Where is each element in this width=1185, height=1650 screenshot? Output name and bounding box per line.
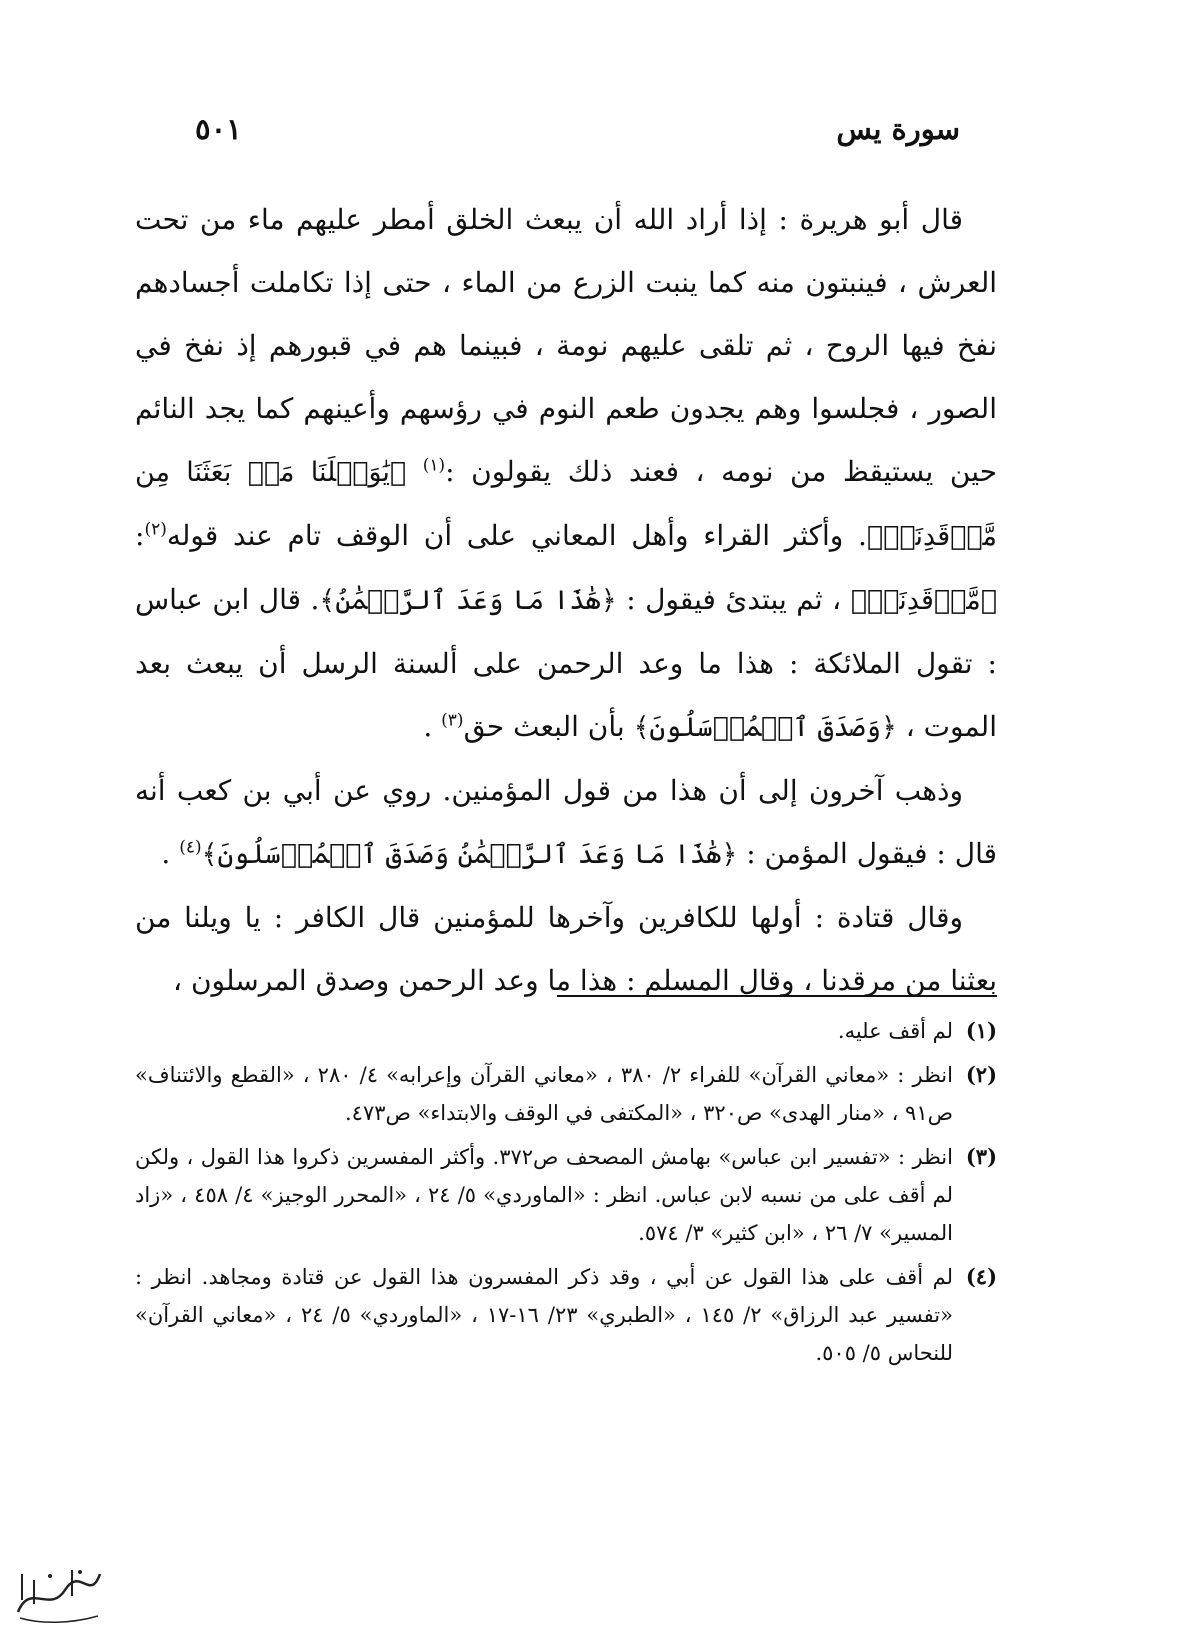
p1-text-a: قال أبو هريرة : إذا أراد الله أن يبعث الخلق أمطر عليهم ماء من تحت العرش ، فينبتون منه كما ينبت الزرع من الماء ، حتى إذا تكاملت أجسادهم نفخ فيها الروح ، ثم تلقى عليهم نومة ، فبينما هم في قبورهم إذ نفخ في الصور ، فجلسوا وهم يجدون طعم النوم في رؤسهم وأعينهم كما يجد النائم حين يستيقظ من نومه ، فعند ذلك يقولون :	[135, 203, 998, 488]
footnote-text: لم أقف عليه.	[837, 1019, 953, 1043]
ref-2: (٢)	[144, 519, 167, 540]
ref-1: (١)	[422, 455, 446, 476]
footnote-3	[135, 1138, 997, 1252]
footnote-1	[135, 1012, 997, 1050]
quran-verse-2: ﴿مَّرۡقَدِنَاۜ﴾	[850, 585, 997, 616]
footnote-number: (٣)	[965, 1144, 997, 1169]
quran-verse-3: ﴿هَٰذَا مَا وَعَدَ ٱلرَّحۡمَٰنُ﴾	[319, 585, 617, 616]
footnote-divider	[557, 995, 997, 997]
p1-text-c: :	[135, 519, 145, 552]
p3-text: وقال قتادة : أولها للكافرين وآخرها للمؤمنين قال الكافر : يا ويلنا من بعثنا من مرقدنا ، وقال المسلم : هذا ما وعد الرحمن وصدق المرسلون ،	[135, 901, 997, 997]
page-number: ٥٠١	[195, 112, 242, 146]
ref-4: (٤)	[179, 837, 202, 858]
footnote-4	[135, 1258, 997, 1372]
footnote-number: (٤)	[965, 1264, 997, 1289]
footnotes	[135, 1012, 997, 1378]
footnote-number: (١)	[965, 1018, 997, 1043]
p1-text-e: . قال ابن عباس : تقول الملائكة : هذا ما وعد الرحمن على ألسنة الرسل أن يبعث بعد الموت ،	[135, 583, 997, 743]
p2-text-b: .	[161, 837, 171, 870]
paragraph-3	[135, 886, 997, 1012]
p1-text-b: . وأكثر القراء وأهل المعاني على أن الوقف تام عند قوله	[166, 519, 867, 552]
footnote-2	[135, 1056, 997, 1132]
paragraph-2	[135, 759, 997, 886]
ref-3: (٣)	[441, 710, 464, 731]
p1-text-f: بأن البعث حق	[463, 710, 625, 743]
quran-verse-1: ﴿يَٰوَيۡلَنَا مَنۢ بَعَثَنَا مِن مَّرۡقَدِنَاۜ﴾	[135, 457, 997, 552]
footnote-number: (٢)	[965, 1062, 997, 1087]
publisher-logo	[10, 1552, 105, 1632]
footnote-text: لم أقف على هذا القول عن أبي ، وقد ذكر المفسرون هذا القول عن قتادة ومجاهد. انظر : «تفسير عبد الرزاق» ٢/ ١٤٥ ، «الطبري» ٢٣/ ١٦-١٧ ، «الماوردي» ٥/ ٢٤ ، «معاني القرآن» للنحاس ٥/ ٥٠٥.	[135, 1265, 953, 1365]
footnote-text: انظر : «تفسير ابن عباس» بهامش المصحف ص٣٧٢. وأكثر المفسرين ذكروا هذا القول ، ولكن لم أقف على من نسبه لابن عباس. انظر : «الماوردي» ٥/ ٢٤ ، «المحرر الوجيز» ٤/ ٤٥٨ ، «زاد المسير» ٧/ ٢٦ ، «ابن كثير» ٣/ ٥٧٤.	[135, 1145, 953, 1245]
p1-text-g: .	[423, 710, 433, 743]
paragraph-1	[135, 188, 997, 759]
quran-verse-5: ﴿هَٰذَا مَا وَعَدَ ٱلرَّحۡمَٰنُ وَصَدَقَ ٱلۡمُرۡسَلُونَ﴾	[201, 839, 738, 870]
footnote-text: انظر : «معاني القرآن» للفراء ٢/ ٣٨٠ ، «معاني القرآن وإعرابه» ٤/ ٢٨٠ ، «القطع والائتناف» ص٩١ ، «منار الهدى» ص٣٢٠ ، «المكتفى في الوقف والابتداء» ص٤٧٣.	[135, 1063, 953, 1125]
main-text	[135, 188, 997, 1012]
surah-title: سورة يس	[836, 112, 960, 146]
publisher-logo-graphic	[10, 1552, 105, 1632]
p2-text-a: وذهب آخرون إلى أن هذا من قول المؤمنين. روي عن أبي بن كعب أنه قال : فيقول المؤمن :	[135, 774, 997, 870]
page-header	[195, 112, 960, 152]
p1-text-d: ، ثم يبتدئ فيقول :	[626, 583, 842, 616]
quran-verse-4: ﴿وَصَدَقَ ٱلۡمُرۡسَلُونَ﴾	[633, 712, 897, 743]
